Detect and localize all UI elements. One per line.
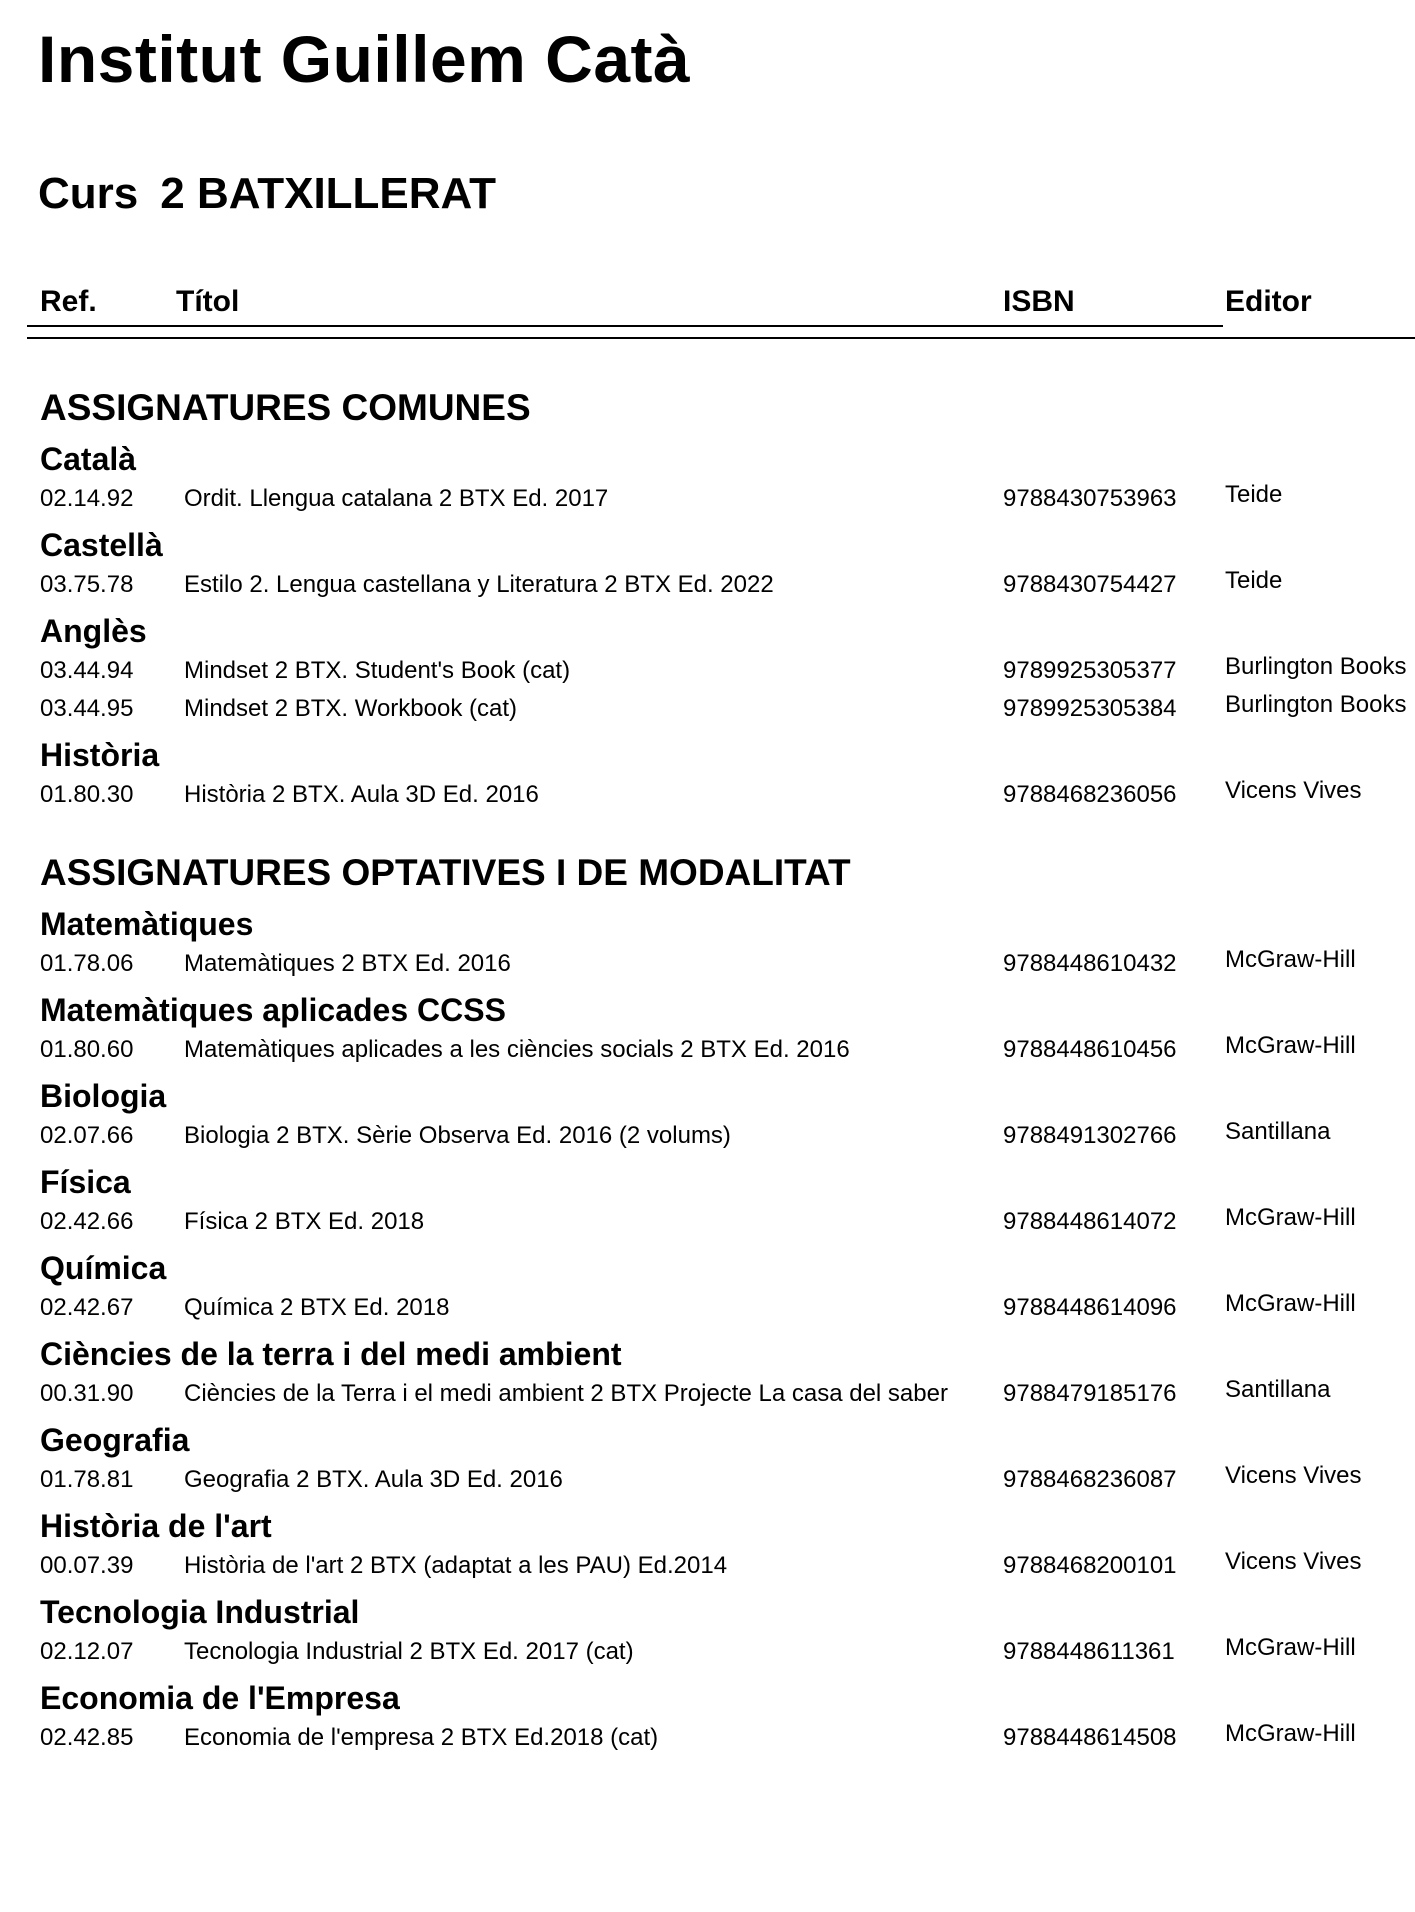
book-isbn: 9788491302766 (1003, 1122, 1177, 1149)
book-editor: McGraw-Hill (1225, 1204, 1356, 1231)
section (0, 849, 1415, 1757)
book-title: Física 2 BTX Ed. 2018 (184, 1208, 425, 1235)
book-isbn: 9788468236056 (1003, 781, 1177, 808)
subject-heading: Biologia (40, 1078, 167, 1114)
column-header-isbn: ISBN (1003, 285, 1075, 318)
book-title: Matemàtiques 2 BTX Ed. 2016 (184, 950, 511, 977)
book-editor: Santillana (1225, 1376, 1331, 1403)
book-title: Geografia 2 BTX. Aula 3D Ed. 2016 (184, 1466, 563, 1493)
book-title: Economia de l'empresa 2 BTX Ed.2018 (cat) (184, 1724, 659, 1751)
section (0, 384, 1415, 814)
book-title: Mindset 2 BTX. Student's Book (cat) (184, 657, 571, 684)
column-header-editor: Editor (1225, 285, 1312, 318)
school-title: Institut Guillem Catà (38, 22, 691, 96)
book-title: Història 2 BTX. Aula 3D Ed. 2016 (184, 781, 539, 808)
column-header-ref: Ref. (40, 285, 97, 318)
book-row (0, 1203, 1415, 1241)
book-ref: 03.44.94 (40, 657, 134, 684)
subject-heading: Català (40, 441, 137, 477)
book-isbn: 9788479185176 (1003, 1380, 1177, 1407)
book-ref: 01.80.60 (40, 1036, 134, 1063)
book-title: Biologia 2 BTX. Sèrie Observa Ed. 2016 (2 volums) (184, 1122, 731, 1149)
book-row (0, 690, 1415, 728)
book-isbn: 9788448614072 (1003, 1208, 1177, 1235)
book-ref: 00.07.39 (40, 1552, 134, 1579)
column-header-title: Títol (176, 285, 240, 318)
book-ref: 03.44.95 (40, 695, 134, 722)
subject-heading: Ciències de la terra i del medi ambient (40, 1336, 622, 1372)
book-isbn: 9788448610456 (1003, 1036, 1177, 1063)
subject-heading: Història (40, 737, 160, 773)
book-ref: 02.42.66 (40, 1208, 134, 1235)
book-row (0, 1375, 1415, 1413)
book-title: Ciències de la Terra i el medi ambient 2 BTX Projecte La casa del saber (184, 1380, 948, 1407)
book-row (0, 652, 1415, 690)
book-row (0, 1547, 1415, 1585)
header-rule-top (27, 325, 1223, 327)
book-ref: 02.42.85 (40, 1724, 134, 1751)
book-editor: Santillana (1225, 1118, 1331, 1145)
book-title: Mindset 2 BTX. Workbook (cat) (184, 695, 517, 722)
book-isbn: 9789925305384 (1003, 695, 1177, 722)
book-isbn: 9788468200101 (1003, 1552, 1177, 1579)
book-ref: 02.42.67 (40, 1294, 134, 1321)
book-ref: 02.14.92 (40, 485, 134, 512)
book-editor: Vicens Vives (1225, 1462, 1362, 1489)
book-row (0, 1461, 1415, 1499)
subject-heading: Matemàtiques (40, 906, 254, 942)
book-row (0, 945, 1415, 983)
book-editor: McGraw-Hill (1225, 1032, 1356, 1059)
book-isbn: 9788448614096 (1003, 1294, 1177, 1321)
section-title: ASSIGNATURES COMUNES (40, 387, 531, 428)
subject-heading: Economia de l'Empresa (40, 1680, 400, 1716)
book-row (0, 566, 1415, 604)
book-row (0, 1633, 1415, 1671)
book-isbn: 9789925305377 (1003, 657, 1177, 684)
book-ref: 00.31.90 (40, 1380, 134, 1407)
subject-heading: Matemàtiques aplicades CCSS (40, 992, 506, 1028)
book-editor: Teide (1225, 481, 1283, 508)
subject-heading: Física (40, 1164, 131, 1200)
book-ref: 02.07.66 (40, 1122, 134, 1149)
subject-heading: Tecnologia Industrial (40, 1594, 360, 1630)
book-row (0, 480, 1415, 518)
book-isbn: 9788448610432 (1003, 950, 1177, 977)
book-title: Matemàtiques aplicades a les ciències socials 2 BTX Ed. 2016 (184, 1036, 850, 1063)
book-editor: Burlington Books (1225, 691, 1407, 718)
book-ref: 02.12.07 (40, 1638, 134, 1665)
book-editor: Vicens Vives (1225, 777, 1362, 804)
book-ref: 01.80.30 (40, 781, 134, 808)
section-title: ASSIGNATURES OPTATIVES I DE MODALITAT (40, 852, 851, 893)
subject-heading: Química (40, 1250, 167, 1286)
header-rule-bottom (27, 337, 1415, 339)
book-editor: Burlington Books (1225, 653, 1407, 680)
book-row (0, 1289, 1415, 1327)
book-isbn: 9788448611361 (1003, 1638, 1175, 1665)
book-isbn: 9788468236087 (1003, 1466, 1177, 1493)
book-title: Tecnologia Industrial 2 BTX Ed. 2017 (cat) (184, 1638, 634, 1665)
book-ref: 03.75.78 (40, 571, 134, 598)
book-list (0, 384, 1415, 1757)
subject-heading: Història de l'art (40, 1508, 272, 1544)
book-ref: 01.78.81 (40, 1466, 134, 1493)
book-title: Química 2 BTX Ed. 2018 (184, 1294, 450, 1321)
book-editor: McGraw-Hill (1225, 946, 1356, 973)
book-title: Estilo 2. Lengua castellana y Literatura 2 BTX Ed. 2022 (184, 571, 774, 598)
book-title: Ordit. Llengua catalana 2 BTX Ed. 2017 (184, 485, 609, 512)
book-row (0, 1117, 1415, 1155)
book-editor: Vicens Vives (1225, 1548, 1362, 1575)
subject-heading: Anglès (40, 613, 147, 649)
book-title: Història de l'art 2 BTX (adaptat a les PAU) Ed.2014 (184, 1552, 728, 1579)
book-isbn: 9788430754427 (1003, 571, 1177, 598)
course-label: Curs (38, 169, 139, 218)
book-ref: 01.78.06 (40, 950, 134, 977)
course-value: 2 BATXILLERAT (160, 169, 496, 218)
book-editor: Teide (1225, 567, 1283, 594)
book-isbn: 9788430753963 (1003, 485, 1177, 512)
book-editor: McGraw-Hill (1225, 1720, 1356, 1747)
subject-heading: Geografia (40, 1422, 190, 1458)
book-isbn: 9788448614508 (1003, 1724, 1177, 1751)
book-editor: McGraw-Hill (1225, 1290, 1356, 1317)
course-heading (38, 169, 496, 218)
book-row (0, 776, 1415, 814)
book-editor: McGraw-Hill (1225, 1634, 1356, 1661)
book-row (0, 1031, 1415, 1069)
subject-heading: Castellà (40, 527, 163, 563)
book-row (0, 1719, 1415, 1757)
